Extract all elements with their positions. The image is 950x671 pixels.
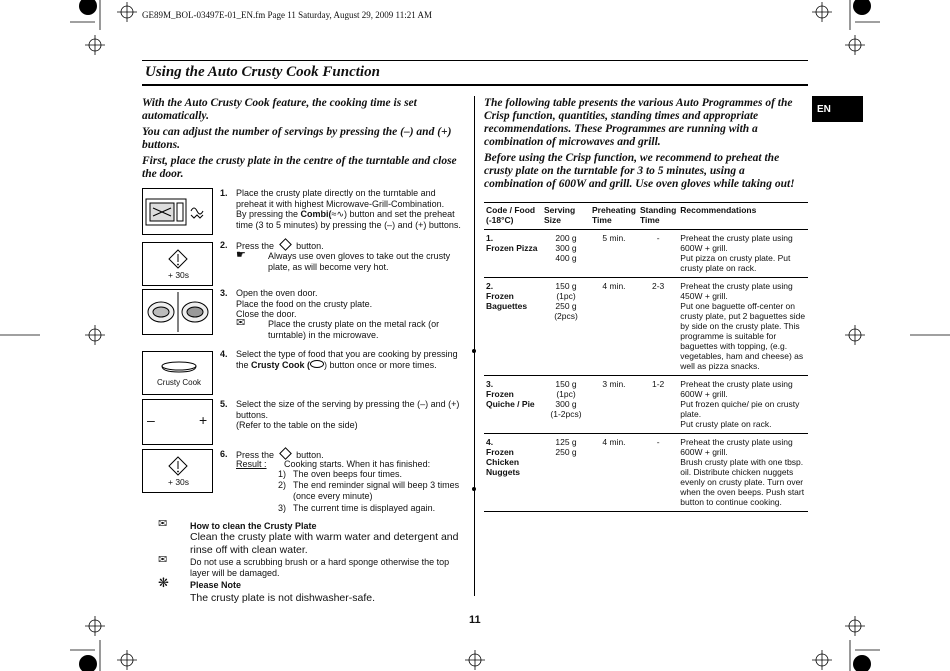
step-number: 2. xyxy=(220,240,228,250)
table-row xyxy=(484,376,808,434)
step-number: 5. xyxy=(220,399,228,409)
food-code: 1. xyxy=(486,233,494,243)
clean-warning: Do not use a scrubbing brush or a hard sponge otherwise the top layer will be damaged. xyxy=(190,557,450,578)
start-button-illustration-2 xyxy=(142,449,213,493)
title-bottom-rule xyxy=(142,84,808,86)
recommendation: Preheat the crusty plate using 600W + grill. Put pizza on crusty plate. Put crusty plate on rack. xyxy=(678,230,808,278)
note-icon: ✉ xyxy=(236,317,246,329)
result-item-number: 2) xyxy=(278,480,287,490)
start-diamond-icon xyxy=(168,249,188,269)
result-item: The current time is displayed again. xyxy=(293,503,436,513)
column-divider xyxy=(474,96,475,596)
table-header-row xyxy=(484,203,808,230)
food-code: 4. xyxy=(486,437,494,447)
step-1-text xyxy=(236,188,468,230)
step-3-text: Open the oven door. Place the food on the crusty plate. Close the door. xyxy=(236,288,373,319)
result-item: The end reminder signal will beep 3 times (once every minute) xyxy=(293,480,460,501)
title-top-rule xyxy=(142,60,808,61)
step-6-text: Press the button. xyxy=(236,449,468,461)
result-text: Cooking starts. When it has finished: xyxy=(284,459,431,469)
step-4-text: Select the type of food that you are cooking by pressing the Crusty Cook ( ) button once or more times. xyxy=(236,349,458,370)
food-code: 3. xyxy=(486,379,494,389)
food-name: Frozen Baguettes xyxy=(486,291,528,311)
start-diamond-icon xyxy=(279,238,292,251)
auto-programme-table xyxy=(484,202,808,512)
clean-text: Clean the crusty plate with warm water and detergent and rinse off with clean water. xyxy=(190,531,459,556)
divider-dot xyxy=(472,349,476,353)
food-code: 2. xyxy=(486,281,494,291)
step-number: 3. xyxy=(220,288,228,298)
step-1-line: Place the crusty plate directly on the turntable and preheat it with highest Microwave-Grill-Combination. xyxy=(236,188,445,209)
file-header: GE89M_BOL-03497E-01_EN.fm Page 11 Saturday, August 29, 2009 11:21 AM xyxy=(142,10,432,20)
table-row xyxy=(484,434,808,512)
clean-heading: How to clean the Crusty Plate xyxy=(190,521,317,531)
preheat-time: 4 min. xyxy=(590,434,638,512)
step-2-note: Always use oven gloves to take out the crusty plate, as will become very hot. xyxy=(268,251,451,272)
minus-icon: – xyxy=(147,412,155,428)
food-cell xyxy=(484,230,542,278)
note-heading: Please Note xyxy=(190,580,242,590)
start-button-illustration xyxy=(142,242,213,286)
intro-2: You can adjust the number of servings by pressing the (–) and (+) buttons. xyxy=(142,126,452,151)
food-name: Frozen Pizza xyxy=(486,243,538,253)
food-cell xyxy=(484,376,542,434)
preheat-time: 3 min. xyxy=(590,376,638,434)
crusty-cook-button-illustration xyxy=(142,351,213,395)
standing-time: - xyxy=(638,230,678,278)
serving-size: 200 g 300 g 400 g xyxy=(542,230,590,278)
right-intro-1: The following table presents the various Auto Programmes of the Crisp function, quantities, standing times and appropriate recommendations. These Programmes are running with a combination of microwaves and grill. xyxy=(484,97,793,148)
start-diamond-icon xyxy=(279,447,292,460)
table-row xyxy=(484,278,808,376)
step-1-combi: By pressing the Combi(≈∿) button and set the preheat time (3 to 5 minutes) by pressing the (–) and (+) buttons. xyxy=(236,209,461,230)
preheat-time: 5 min. xyxy=(590,230,638,278)
preheat-time: 4 min. xyxy=(590,278,638,376)
intro-1: With the Auto Crusty Cook feature, the cooking time is set automatically. xyxy=(142,97,417,122)
oven-combi-illustration xyxy=(142,188,213,235)
recommendation: Preheat the crusty plate using 450W + grill. Put one baguette off-center on crusty plate, put 2 baguettes side by side on the crusty plate. This programme is suitable for baguettes with topping, (e.g. vegetables, ham and cheese) as well as pizza snacks. xyxy=(678,278,808,376)
standing-time: 2-3 xyxy=(638,278,678,376)
intro-3: First, place the crusty plate in the centre of the turntable and close the door. xyxy=(142,155,457,180)
serving-size: 125 g 250 g xyxy=(542,434,590,512)
step-5-text: Select the size of the serving by pressing the (–) and (+) buttons. (Refer to the table on the side) xyxy=(236,399,460,430)
right-intro-2: Before using the Crisp function, we recommend to preheat the crusty plate on the turntable for 3 to 5 minutes, using a combination of 600W and grill. Use oven gloves while taking out! xyxy=(484,152,795,190)
note-icon: ✉ xyxy=(158,554,168,566)
step-3-note: Place the crusty plate on the metal rack (or turntable) in the microwave. xyxy=(268,319,440,340)
standing-time: - xyxy=(638,434,678,512)
col-header: Serving Size xyxy=(542,203,590,230)
col-header: Code / Food (-18°C) xyxy=(484,203,542,230)
step-number: 4. xyxy=(220,349,228,359)
page-title: Using the Auto Crusty Cook Function xyxy=(145,64,380,80)
result-item-number: 3) xyxy=(278,503,287,513)
step-2-text: Press the button. xyxy=(236,240,468,252)
crusty-plate-icon xyxy=(143,290,212,334)
divider-dot xyxy=(472,487,476,491)
food-name: Frozen Quiche / Pie xyxy=(486,389,535,409)
serving-buttons-illustration xyxy=(142,399,213,445)
start-button-label: + 30s xyxy=(168,270,190,280)
recommendation: Preheat the crusty plate using 600W + grill. Brush crusty plate with one tbsp. oil. Distribute chicken nuggets evenly on crusty plate. Turn over when the oven beeps. Push start button to continue cooking. xyxy=(678,434,808,512)
crusty-plate-dish-icon xyxy=(159,360,199,374)
food-name: Frozen Chicken Nuggets xyxy=(486,447,520,477)
result-item: The oven beeps four times. xyxy=(293,469,403,479)
crusty-cook-label: Crusty Cook xyxy=(157,378,202,387)
language-tab: EN xyxy=(812,96,863,122)
result-label: Result : xyxy=(236,459,267,469)
food-cell xyxy=(484,278,542,376)
step-number: 6. xyxy=(220,449,228,459)
plus-icon: + xyxy=(199,412,208,428)
serving-size: 150 g (1pc) 300 g (1-2pcs) xyxy=(542,376,590,434)
crusty-plate-illustration xyxy=(142,289,213,335)
hand-pointer-icon: ☛ xyxy=(236,249,246,261)
standing-time: 1-2 xyxy=(638,376,678,434)
page-number: 11 xyxy=(469,614,481,626)
start-diamond-icon xyxy=(168,456,188,476)
table-row xyxy=(484,230,808,278)
col-header: Standing Time xyxy=(638,203,678,230)
col-header: Recommendations xyxy=(678,203,808,230)
start-button-label: + 30s xyxy=(168,477,190,487)
food-cell xyxy=(484,434,542,512)
note-text: The crusty plate is not dishwasher-safe. xyxy=(190,592,376,604)
note-icon: ✉ xyxy=(158,518,168,530)
serving-size: 150 g (1pc) 250 g (2pcs) xyxy=(542,278,590,376)
asterisk-icon: ❋ xyxy=(158,575,169,590)
recommendation: Preheat the crusty plate using 600W + grill. Put frozen quiche/ pie on crusty plate. Put crusty plate on rack. xyxy=(678,376,808,434)
oven-icon xyxy=(143,189,212,234)
result-item-number: 1) xyxy=(278,469,287,479)
col-header: Preheating Time xyxy=(590,203,638,230)
step-number: 1. xyxy=(220,188,228,198)
